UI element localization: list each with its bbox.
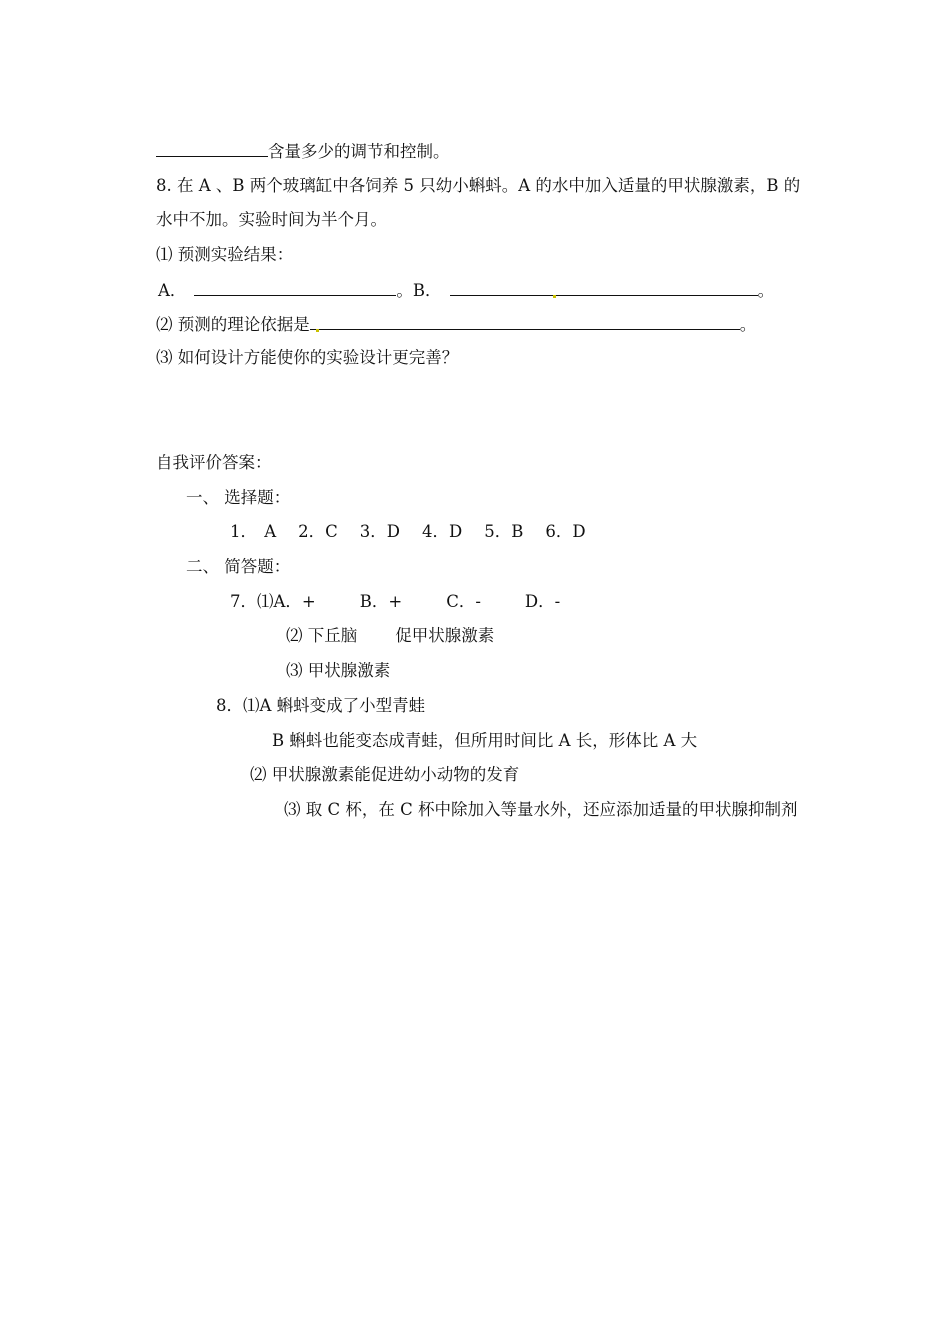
q8-1b-answer: B 蝌蚪也能变态成青蛙，但所用时间比 A 长，形体比 A 大	[272, 731, 698, 750]
q8-part3: ⑶ 如何设计方能使你的实验设计更完善？	[156, 348, 459, 367]
q8-2-answer: ⑵ 甲状腺激素能促进幼小动物的发育	[250, 765, 520, 784]
q8-part1: ⑴ 预测实验结果：	[156, 245, 294, 264]
answers-title: 自我评价答案：	[156, 453, 272, 472]
blank-basis[interactable]	[310, 313, 740, 330]
answer-blank[interactable]	[156, 140, 268, 157]
q8-part2-text: ⑵ 预测的理论依据是	[156, 315, 310, 334]
q7-1-num: 7．⑴	[230, 592, 274, 611]
q8-1-answer: 8．⑴A 蝌蚪变成了小型青蛙	[216, 696, 426, 715]
choice-1: 1． A	[230, 522, 277, 541]
label-b: 。B．	[396, 281, 442, 300]
choice-4: 4．D	[422, 522, 463, 541]
label-a: A．	[158, 281, 187, 300]
blank-b[interactable]	[450, 279, 758, 296]
q7-tail-line	[156, 140, 450, 163]
choice-2: 2．C	[298, 522, 338, 541]
q7-1-b: B．+	[359, 592, 403, 611]
q7-1-d: D．-	[524, 592, 561, 611]
end-mark-2: 。	[739, 315, 757, 334]
q7-2-a: ⑵ 下丘脑	[286, 626, 358, 645]
section-choice: 一、 选择题：	[186, 488, 291, 507]
choice-6: 6．D	[545, 522, 586, 541]
choice-answers	[230, 521, 586, 543]
q8-3-answer: ⑶ 取 C 杯，在 C 杯中除加入等量水外，还应添加适量的甲状腺抑制剂	[284, 800, 798, 819]
q7-1-c: C．-	[446, 592, 481, 611]
q8-part2	[156, 313, 756, 336]
q7-tail-text: 含量多少的调节和控制。	[268, 142, 450, 161]
q7-1-a: A．+	[273, 592, 316, 611]
q7-3-answer: ⑶ 甲状腺激素	[286, 661, 391, 680]
end-mark: 。	[757, 281, 775, 300]
q8-line2: 水中不加。实验时间为半个月。	[156, 210, 387, 229]
blank-a[interactable]	[194, 279, 396, 296]
q8-part1-answers	[158, 279, 774, 302]
q7-2-answers	[286, 625, 494, 647]
q7-2-b: 促甲状腺激素	[395, 626, 495, 645]
choice-5: 5．B	[484, 522, 524, 541]
choice-3: 3．D	[359, 522, 401, 541]
q8-line1: 8. 在 A 、B 两个玻璃缸中各饲养 5 只幼小蝌蚪。A 的水中加入适量的甲状腺激素，B 的	[156, 176, 801, 195]
section-short: 二、 简答题：	[186, 557, 291, 576]
q7-1-answers	[230, 591, 560, 613]
